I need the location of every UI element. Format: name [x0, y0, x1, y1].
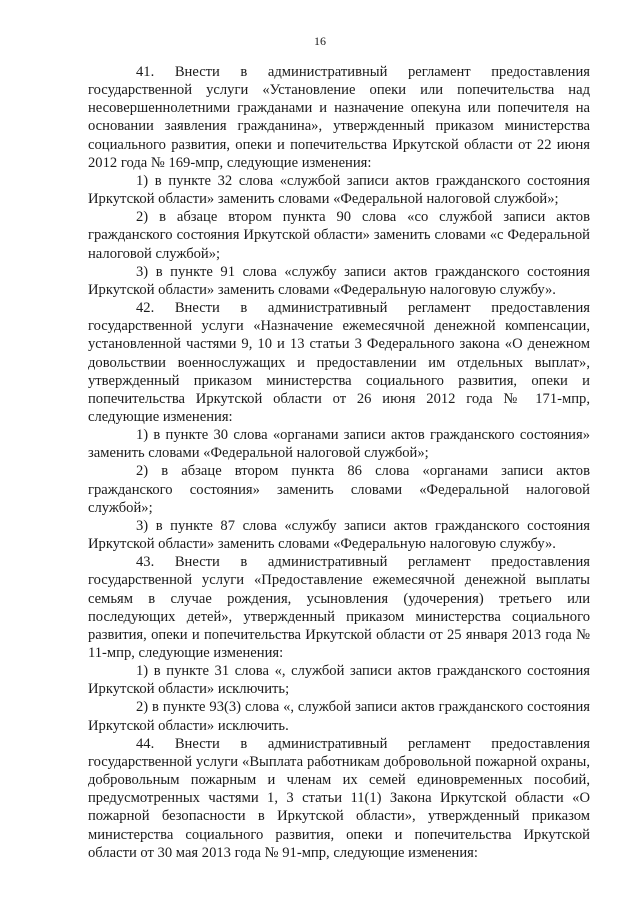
- paragraph-41-item-1: 1) в пункте 32 слова «службой записи актов гражданского состояния Иркутской области» заменить словами «Федеральной налоговой службой»;: [88, 172, 590, 208]
- paragraph-41: 41. Внести в административный регламент предоставления государственной услуги «Установление опеки или попечительства над несовершеннолетними гражданами и назначение опекуна или попечителя на основании заявления гражданина», утвержденный приказом министерства социального развития, опеки и попечительства Иркутской области от 22 июня 2012 года № 169-мпр, следующие изменения:: [88, 64, 590, 171]
- paragraph-43-item-1: 1) в пункте 31 слова «, службой записи актов гражданского состояния Иркутской области» исключить;: [88, 663, 590, 698]
- paragraph-44: 44. Внести в административный регламент предоставления государственной услуги «Выплата работникам добровольной пожарной охраны, добровольным пожарным и членам их семей единовременных пособий, предусмотренных частями 1, 3 статьи 11(1) Закона Иркутской области «О пожарной безопасности в Иркутской области», утвержденный приказом министерства социального развития, опеки и попечительства Иркутской области от 30 мая 2013 года № 91-мпр, следующие изменения:: [88, 735, 590, 861]
- document-body: [88, 63, 590, 862]
- page-number: 16: [314, 34, 326, 48]
- paragraph-41-item-2: 2) в абзаце втором пункта 90 слова «со службой записи актов гражданского состояния Иркутской области» заменить словами «с Федеральной налоговой службой»;: [88, 209, 590, 262]
- paragraph-43: 43. Внести в административный регламент предоставления государственной услуги «Предоставление ежемесячной денежной выплаты семьям в случае рождения, усыновления (удочерения) третьего или последующих детей», утвержденный приказом министерства социального развития, опеки и попечительства Иркутской области от 25 января 2013 года № 11-мпр, следующие изменения:: [88, 554, 590, 661]
- paragraph-42-item-2: 2) в абзаце втором пункта 86 слова «органами записи актов гражданского состояния» заменить словами «Федеральной налоговой службой»;: [88, 463, 590, 516]
- paragraph-41-item-3: 3) в пункте 91 слова «службу записи актов гражданского состояния Иркутской области» заменить словами «Федеральную налоговую службу».: [88, 263, 590, 298]
- paragraph-42-item-3: 3) в пункте 87 слова «службу записи актов гражданского состояния Иркутской области» заменить словами «Федеральную налоговую службу».: [88, 517, 590, 553]
- paragraph-42: 42. Внести в административный регламент предоставления государственной услуги «Назначение ежемесячной денежной компенсации, установленной частями 9, 10 и 13 статьи 3 Федерального закона «О денежном довольствии военнослужащих и предоставлении им отдельных выплат», утвержденный приказом министерства социального развития, опеки и попечительства Иркутской области от 26 июня 2012 года № 171-мпр, следующие изменения:: [88, 300, 590, 425]
- paragraph-42-item-1: 1) в пункте 30 слова «органами записи актов гражданского состояния» заменить словами «Федеральной налоговой службой»;: [88, 427, 590, 462]
- paragraph-43-item-2: 2) в пункте 93(3) слова «, службой записи актов гражданского состояния Иркутской области» исключить.: [88, 699, 590, 734]
